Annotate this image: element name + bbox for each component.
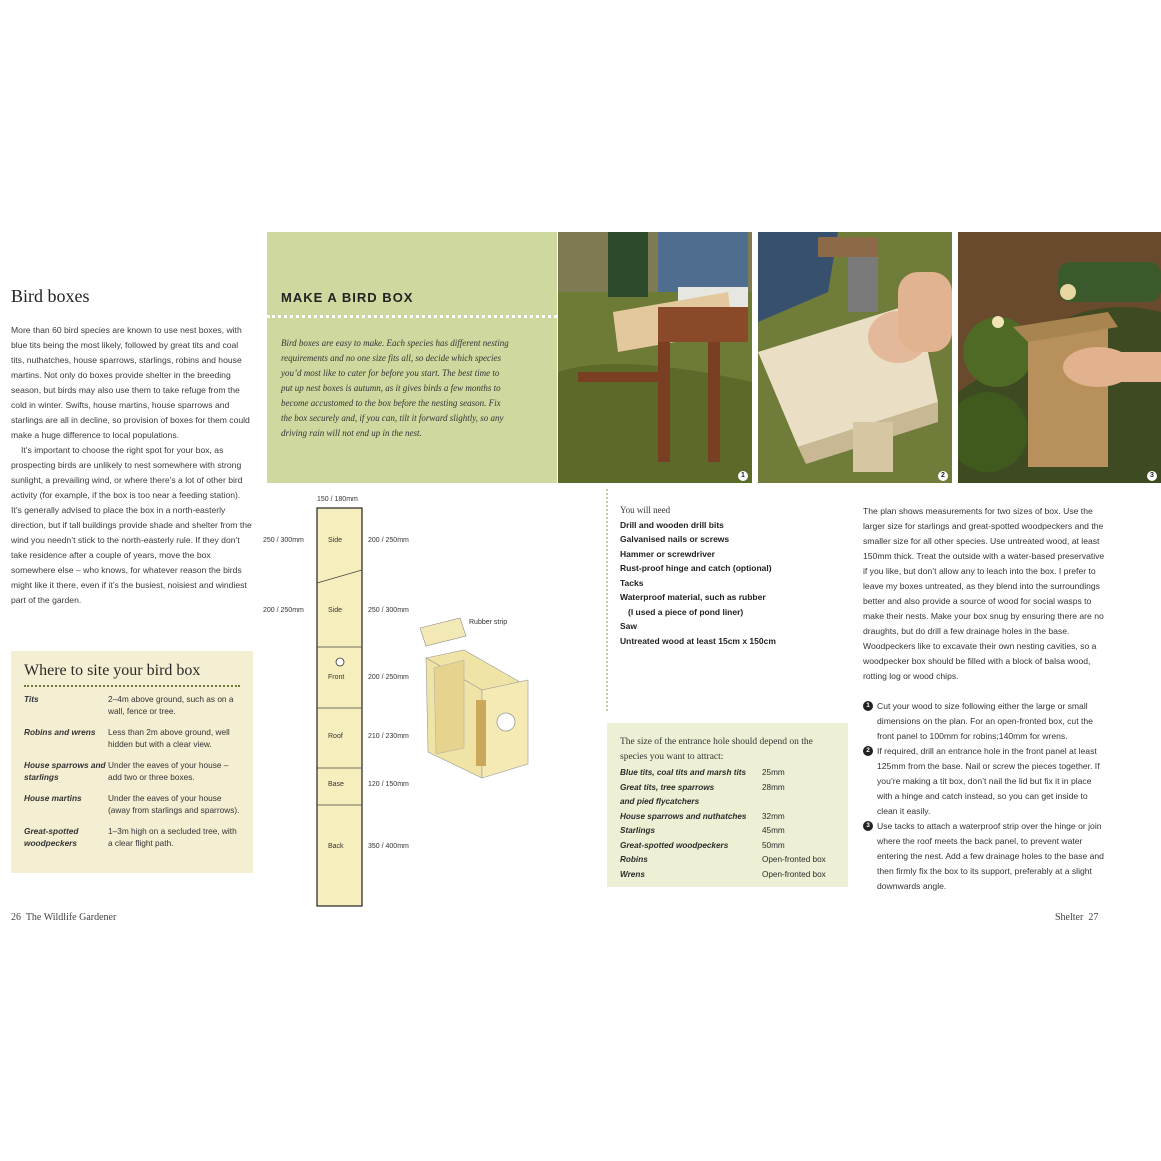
- hole-size-row: [620, 795, 835, 810]
- site-row: [24, 726, 240, 750]
- hole-species: Blue tits, coal tits and marsh tits: [620, 768, 747, 777]
- step-text: If required, drill an entrance hole in the front panel at least 125mm from the base. Nail or screw the pieces together. If you’re making a tit box, don’t nail the lid but fix it in place with a hinge and catch instead, so you can get inside to clean it easily.: [877, 746, 1100, 816]
- site-row: [24, 759, 240, 783]
- dimension-top: 150 / 180mm: [317, 496, 358, 503]
- site-row: [24, 825, 240, 849]
- materials-item: (I used a piece of pond liner): [628, 606, 744, 617]
- hole-size-row: [620, 810, 835, 825]
- instruction-steps: [863, 699, 1105, 894]
- section-title: Bird boxes: [11, 286, 90, 306]
- panel-dimension: 120 / 150mm: [368, 781, 409, 788]
- hole-species: Wrens: [620, 869, 645, 879]
- panel-dimension: 210 / 230mm: [368, 733, 409, 740]
- panel-dimension: 200 / 250mm: [368, 537, 409, 544]
- intro-paragraph-2: It’s important to choose the right spot for your box, as prospecting birds are unlikely to nest somewhere with strong sunlight, a prevailing wind, or where there’s a lot of other bird activity (for example, if the box is too near a feeding station). It’s generally advised to place the box in a north-easterly direction, but if tall buildings provide shade and shelter from the wind you needn’t stick to the north-easterly rule. If they don’t take residence after a couple of years, move the box somewhere else – who knows, for whatever reason the birds might like it there, even if it’s the busiest, noisiest and windiest part of the garden.: [11, 445, 252, 605]
- step-number: 3: [863, 821, 873, 831]
- materials-item: Hammer or screwdriver: [620, 548, 715, 559]
- panel-label: Front: [328, 674, 345, 681]
- hole-size: 25mm: [762, 768, 785, 777]
- site-species: House martins: [24, 793, 82, 803]
- site-row: [24, 693, 240, 717]
- site-species: House sparrows and starlings: [24, 760, 106, 782]
- hole-size: 28mm: [762, 782, 785, 792]
- hole-size: 50mm: [762, 840, 785, 850]
- site-location: 1–3m high on a secluded tree, with a clear flight path.: [108, 826, 237, 848]
- hole-size-row: [620, 853, 835, 868]
- materials-item: Drill and wooden drill bits: [620, 519, 724, 530]
- panel-dimension: 350 / 400mm: [368, 843, 409, 850]
- site-location: Less than 2m above ground, well hidden but with a clear view.: [108, 727, 230, 749]
- step-text: Use tacks to attach a waterproof strip over the hinge or join where the roof meets the back panel, to prevent water entering the nest. Add a few drainage holes to the base and then firmly fix the box to its support, preferably at a slight downwards angle.: [877, 821, 1104, 891]
- materials-item: Saw: [620, 621, 638, 631]
- site-species: Robins and wrens: [24, 727, 96, 737]
- hole-size-row: [620, 766, 835, 781]
- hole-species: House sparrows and nuthatches: [620, 811, 747, 821]
- site-row: [24, 792, 240, 816]
- materials-item: Waterproof material, such as rubber: [620, 592, 766, 602]
- panel-label: Base: [328, 781, 344, 788]
- dotted-divider: [267, 315, 557, 318]
- where-to-site-title: Where to site your bird box: [24, 662, 240, 687]
- site-species: Great-spotted woodpeckers: [24, 826, 79, 848]
- dimension-side-left: 250 / 300mm: [263, 537, 304, 544]
- materials-item: Tacks: [620, 577, 644, 588]
- dimension-side-left: 200 / 250mm: [263, 607, 304, 614]
- hole-species: Robins: [620, 855, 648, 864]
- hole-size: [762, 795, 835, 810]
- materials-item: Rust-proof hinge and catch (optional): [620, 563, 772, 573]
- site-location: Under the eaves of your house (away from starlings and sparrows).: [108, 793, 240, 815]
- photo-number: 3: [1147, 471, 1157, 481]
- materials-item: Galvanised nails or screws: [620, 534, 730, 544]
- panel-label: Side: [328, 607, 343, 614]
- hole-species: Starlings: [620, 826, 656, 835]
- materials-list: [620, 503, 820, 648]
- step-item: [863, 699, 1105, 744]
- step-item: [863, 819, 1105, 894]
- photo-drilling: [958, 232, 1161, 483]
- hole-size: 32mm: [762, 811, 785, 821]
- photo-hammering: [758, 232, 952, 483]
- materials-heading: You will need: [620, 505, 671, 515]
- book-title: The Wildlife Gardener: [25, 912, 117, 923]
- hole-sizes-intro: The size of the entrance hole should depend on the species you want to attract:: [620, 737, 813, 762]
- panel-label: Back: [328, 843, 344, 850]
- site-location: 2–4m above ground, such as on a wall, fence or tree.: [108, 694, 234, 716]
- make-bird-box-text: Bird boxes are easy to make. Each species has different nesting requirements and no one size fits all, so decide which species you’d most like to cater for before you start. The best time to put up nest boxes is autumn, as it gives birds a few months to become accustomed to the box before the nesting season. Fix the box securely and, if you can, tilt it forward slightly, so any driving rain will not end up in the nest.: [281, 338, 509, 438]
- hole-size: Open-fronted box: [762, 869, 826, 879]
- panel-dimension: 200 / 250mm: [368, 674, 409, 681]
- page-number-left: 26: [11, 912, 21, 923]
- photo-number: 2: [938, 471, 948, 481]
- panel-label: Side: [328, 537, 343, 544]
- plan-description: The plan shows measurements for two sizes of box. Use the larger size for starlings and great-spotted woodpeckers and the smaller size for all other species. Use untreated wood, at least 150mm thick. Treat the outside with a water-based preservative if you like, but don’t allow any to leach into the box. I prefer to leave my boxes untreated, as they blend into the surroundings better and also provide a source of wood for social wasps to make their nests. Make your box snug by ensuring there are no draughts, but do drill a few drainage holes in the base. Woodpeckers like to excavate their own nesting cavities, so a woodpecker box should be filled with a block of balsa wood, rotting log or wood chips.: [863, 506, 1105, 681]
- hole-size: 45mm: [762, 826, 785, 835]
- hole-species: Great tits, tree sparrows: [620, 782, 715, 792]
- hole-size-row: [620, 824, 835, 839]
- footer-right: [1055, 912, 1098, 923]
- footer-left: [11, 912, 116, 923]
- hole-size-row: [620, 839, 835, 854]
- hole-species: Great-spotted woodpeckers: [620, 840, 729, 850]
- panel-dimension: 250 / 300mm: [368, 607, 409, 614]
- cutting-plan-diagram: [258, 490, 603, 910]
- photo-number: 1: [738, 471, 748, 481]
- step-text: Cut your wood to size following either the large or small dimensions on the plan. For an open-fronted box, cut the front panel to 100mm for robins;140mm for wrens.: [877, 701, 1093, 741]
- page-number-right: 27: [1088, 912, 1099, 923]
- where-to-site-box: [11, 651, 253, 873]
- make-bird-box-panel: [267, 232, 557, 483]
- intro-text: [11, 323, 253, 608]
- step-number: 1: [863, 701, 873, 711]
- chapter-title: Shelter: [1055, 912, 1084, 923]
- panel-label: Roof: [328, 733, 343, 740]
- dotted-rule: [606, 489, 608, 711]
- materials-item: Untreated wood at least 15cm x 150cm: [620, 635, 776, 646]
- step-number: 2: [863, 746, 873, 756]
- entrance-hole-sizes-box: [607, 723, 848, 887]
- hole-size-row: [620, 781, 835, 796]
- site-location: Under the eaves of your house – add two or three boxes.: [108, 760, 229, 782]
- rubber-strip-label: Rubber strip: [469, 619, 508, 626]
- hole-size: Open-fronted box: [762, 855, 826, 864]
- step-item: [863, 744, 1105, 819]
- site-species: Tits: [24, 694, 39, 704]
- make-bird-box-title: MAKE A BIRD BOX: [281, 290, 414, 305]
- hole-size-row: [620, 868, 835, 883]
- photo-sawing: [558, 232, 752, 483]
- hole-species: and pied flycatchers: [620, 797, 700, 806]
- intro-paragraph-1: More than 60 bird species are known to use nest boxes, with blue tits being the most likely, followed by great tits and coal tits, nuthatches, house sparrows, starlings, robins and house martins. Not only do boxes provide shelter in the breeding season, but birds may also use them to take refuge from the cold in winter. Swifts, house martins, house sparrows and starlings are all in decline, so provision of boxes for them could make a huge difference to local populations.: [11, 325, 250, 440]
